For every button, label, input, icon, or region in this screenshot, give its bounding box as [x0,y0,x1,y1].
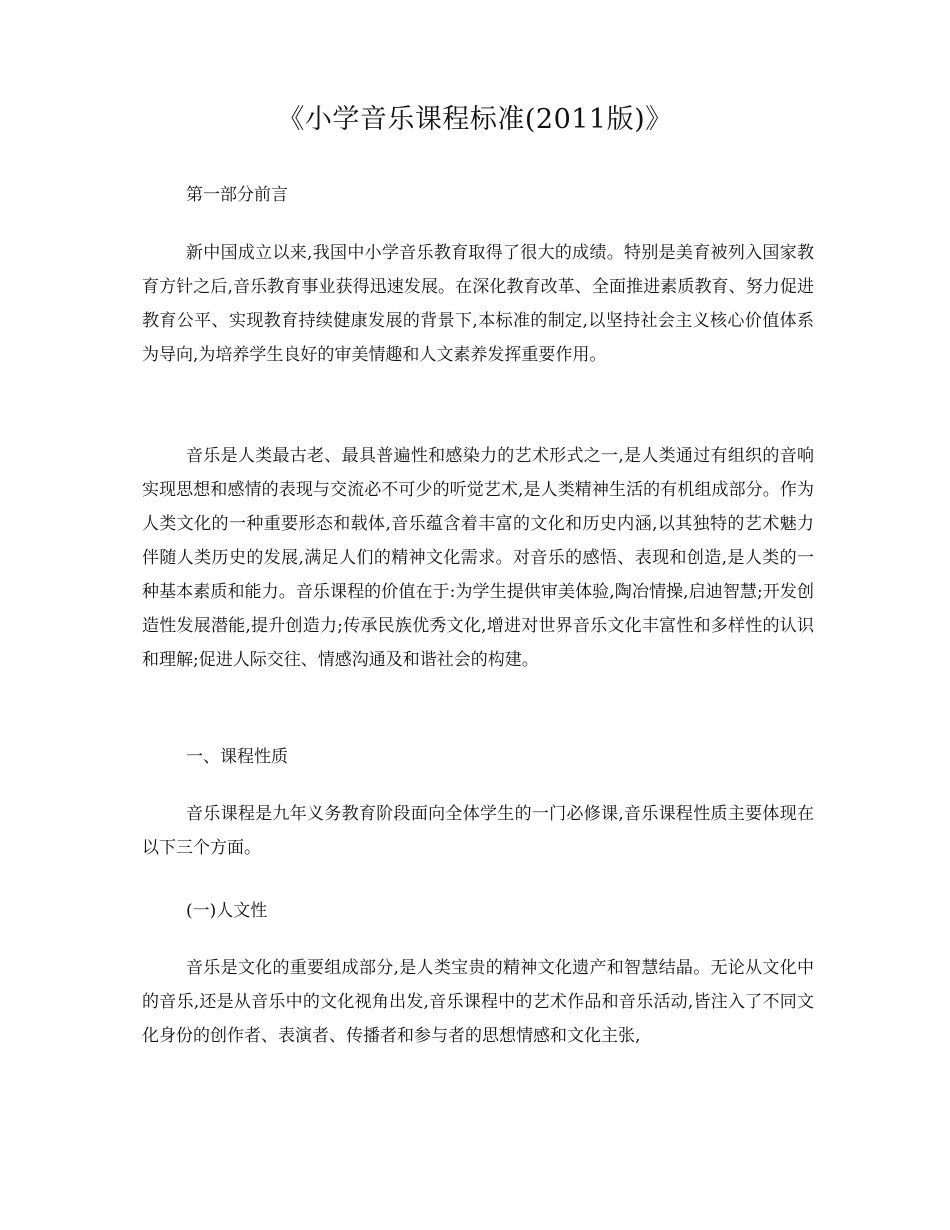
paragraph-4: 音乐是文化的重要组成部分,是人类宝贵的精神文化遗产和智慧结晶。无论从文化中的音乐,还是从音乐中的文化视角出发,音乐课程中的艺术作品和音乐活动,皆注入了不同文化身份的创作者、表演者、传播者和参与者的思想情感和文化主张, [142,958,814,1046]
section-heading: 一、课程性质 [186,747,288,767]
paragraph-3: 音乐课程是九年义务教育阶段面向全体学生的一门必修课,音乐课程性质主要体现在以下三个方面。 [142,804,814,858]
paragraph-1: 新中国成立以来,我国中小学音乐教育取得了很大的成绩。特别是美育被列入国家教育方针之后,音乐教育事业获得迅速发展。在深化教育改革、全面推进素质教育、努力促进教育公平、实现教育持续健康发展的背景下,本标准的制定,以坚持社会主义核心价值体系为导向,为培养学生良好的审美情趣和人文素养发挥重要作用。 [142,243,814,365]
paragraph-2: 音乐是人类最古老、最具普遍性和感染力的艺术形式之一,是人类通过有组织的音响实现思想和感情的表现与交流必不可少的听觉艺术,是人类精神生活的有机组成部分。作为人类文化的一种重要形态和载体,音乐蕴含着丰富的文化和历史内涵,以其独特的艺术魅力伴随人类历史的发展,满足人们的精神文化需求。对音乐的感悟、表现和创造,是人类的一种基本素质和能力。音乐课程的价值在于:为学生提供审美体验,陶冶情操,启迪智慧;开发创造性发展潜能,提升创造力;传承民族优秀文化,增进对世界音乐文化丰富性和多样性的认识和理解;促进人际交往、情感沟通及和谐社会的构建。 [142,446,814,670]
document-title: 《小学音乐课程标准(2011版)》 [277,104,673,135]
part-heading: 第一部分前言 [186,185,288,205]
subsection-heading: (一)人文性 [186,901,268,921]
